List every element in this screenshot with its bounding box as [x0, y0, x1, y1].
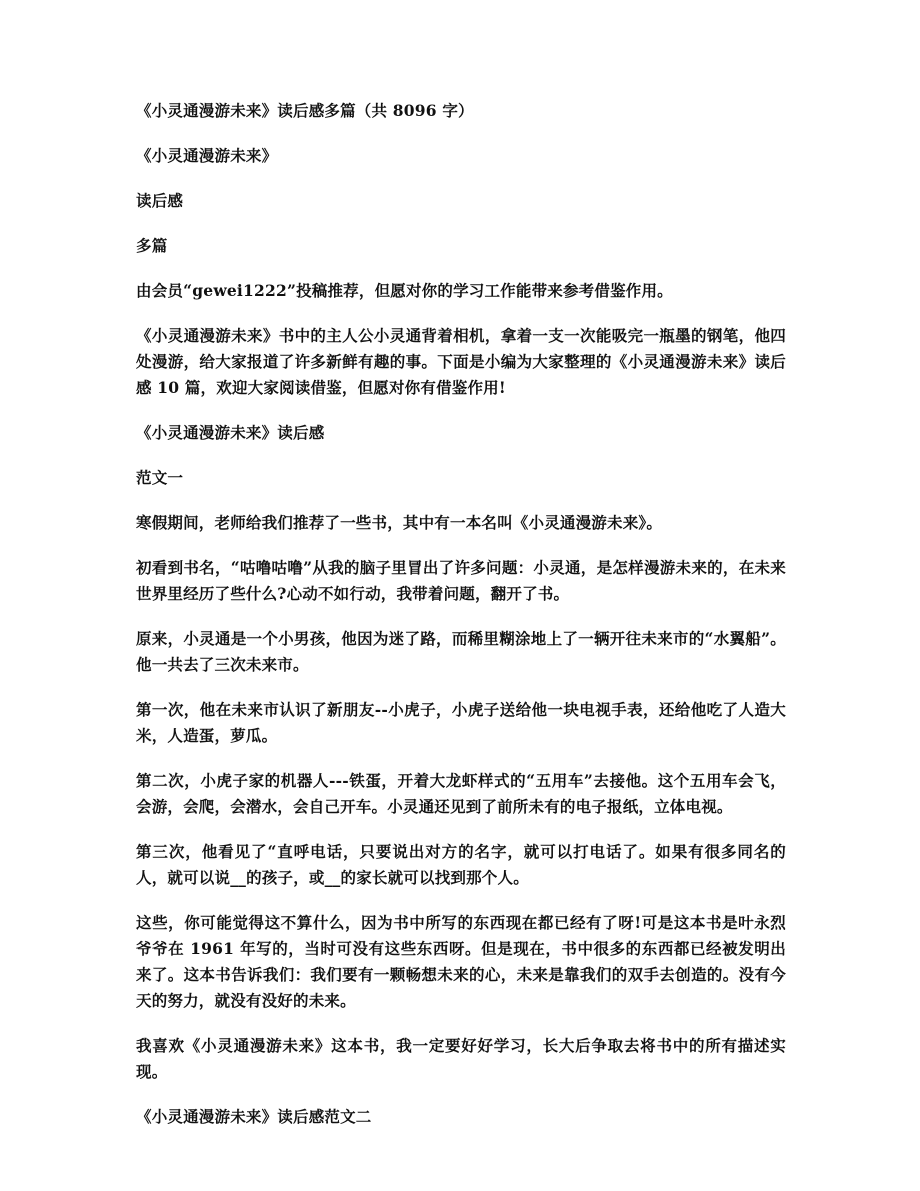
- paragraph-first-visit: 第一次，他在未来市认识了新朋友--小虎子，小虎子送给他一块电视手表，还给他吃了人造大米，人造蛋，萝瓜。: [136, 700, 786, 745]
- paragraph-multiple-label: 多篇: [136, 236, 168, 255]
- section-heading-sample-one: 范文一: [136, 468, 184, 487]
- document-page: [136, 98, 786, 1149]
- paragraph-conclusion: 我喜欢《小灵通漫游未来》这本书，我一定要好好学习，长大后争取去将书中的所有描述实现。: [136, 1036, 786, 1081]
- paragraph-review-label: 读后感: [136, 191, 184, 210]
- paragraph-winter-break: 寒假期间，老师给我们推荐了一些书，其中有一本名叫《小灵通漫游未来》。: [136, 513, 663, 532]
- section-heading-sample-two: 《小灵通漫游未来》读后感范文二: [136, 1107, 372, 1126]
- paragraph-reflection: 这些，你可能觉得这不算什么，因为书中所写的东西现在都已经有了呀!可是这本书是叶永烈爷爷在 1961 年写的，当时可没有这些东西呀。但是现在，书中很多的东西都已经被发明出来了。这本书告诉我们：我们要有一颗畅想未来的心，未来是靠我们的双手去创造的。没有今天的努力，就没有没好的未来。: [136, 913, 786, 1010]
- paragraph-contributor-note: 由会员“gewei1222”投稿推荐，但愿对你的学习工作能带来参考借鉴作用。: [136, 281, 673, 300]
- document-title: 《小灵通漫游未来》读后感多篇（共 8096 字）: [136, 101, 474, 120]
- paragraph-story-origin: 原来，小灵通是一个小男孩，他因为迷了路，而稀里糊涂地上了一辆开往未来市的“水翼船”。他一共去了三次未来市。: [136, 629, 786, 674]
- paragraph-third-visit: 第三次，他看见了“直呼电话，只要说出对方的名字，就可以打电话了。如果有很多同名的人，就可以说__的孩子，或__的家长就可以找到那个人。: [136, 842, 786, 887]
- paragraph-first-impression: 初看到书名，“咕噜咕噜”从我的脑子里冒出了许多问题：小灵通，是怎样漫游未来的，在未来世界里经历了些什么?心动不如行动，我带着问题，翻开了书。: [136, 558, 786, 603]
- section-heading-review: 《小灵通漫游未来》读后感: [136, 423, 325, 442]
- paragraph-second-visit: 第二次，小虎子家的机器人---铁蛋，开着大龙虾样式的“五用车”去接他。这个五用车会飞，会游，会爬，会潜水，会自己开车。小灵通还见到了前所未有的电子报纸，立体电视。: [136, 771, 786, 816]
- paragraph-introduction: 《小灵通漫游未来》书中的主人公小灵通背着相机，拿着一支一次能吸完一瓶墨的钢笔，他四处漫游，给大家报道了许多新鲜有趣的事。下面是小编为大家整理的《小灵通漫游未来》读后感 10 篇，欢迎大家阅读借鉴，但愿对你有借鉴作用!: [136, 326, 786, 397]
- paragraph-book-name: 《小灵通漫游未来》: [136, 146, 278, 165]
